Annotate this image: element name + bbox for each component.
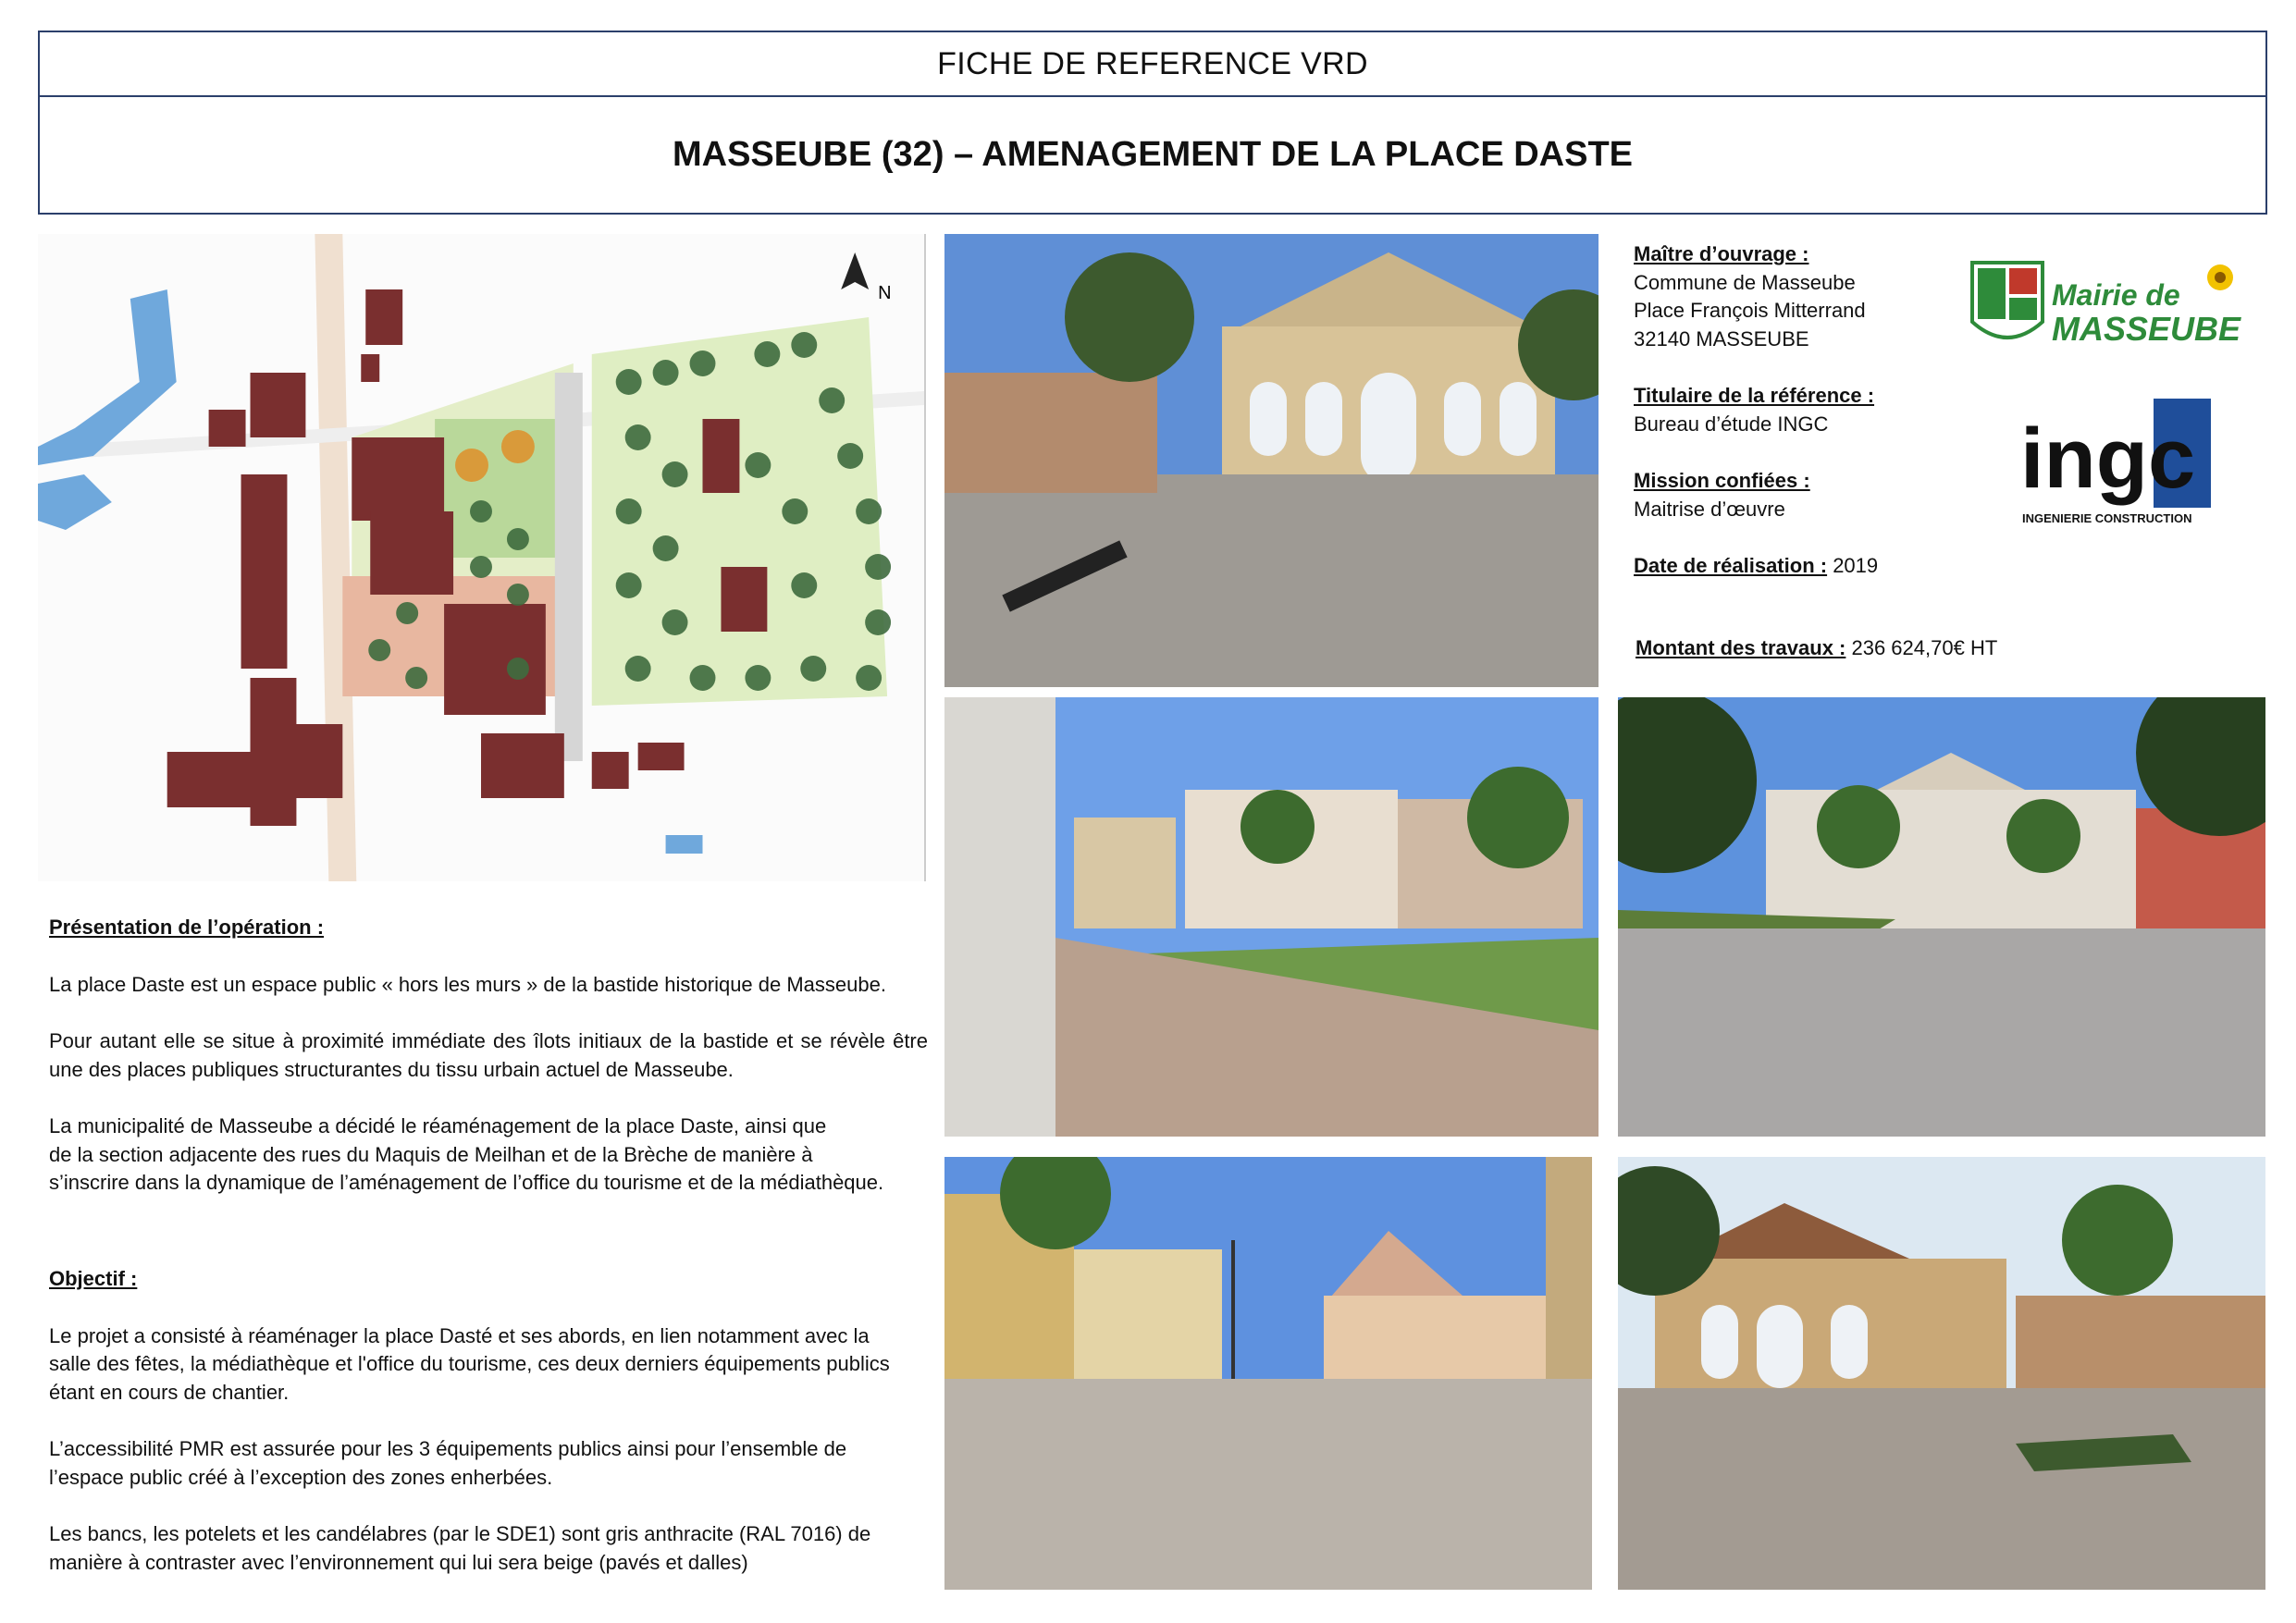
objectif-heading: Objectif : [49, 1267, 138, 1290]
objectif-p3: Les bancs, les potelets et les candélabres (par le SDE1) sont gris anthracite (RAL 7016) de manière à contraster avec l’environnement qui lui sera beige (pavés et dalles) [49, 1522, 871, 1574]
ingc-name: ingc [2020, 412, 2196, 506]
date-value: 2019 [1827, 554, 1879, 577]
objectif-p1: Le projet a consisté à réaménager la place Dasté et ses abords, en lien notamment avec la salle des fêtes, la médiathèque et l'office du tourisme, ces deux derniers équipements publics étant en cours de chantier. [49, 1323, 890, 1404]
mission-value: Maitrise d’œuvre [1634, 497, 1785, 521]
document-title: FICHE DE REFERENCE VRD [38, 31, 2267, 97]
montant-label: Montant des travaux : [1636, 636, 1846, 659]
mairie-masseube-logo [1969, 257, 2246, 357]
presentation-p3-line: La municipalité de Masseube a décidé le réaménagement de la place Daste, ainsi que [49, 1114, 827, 1137]
presentation-p2: Pour autant elle se situe à proximité immédiate des îlots initiaux de la bastide et se révèle être une des places publiques structurantes du tissu urbain actuel de Masseube. [49, 1029, 928, 1081]
presentation-p3-line: s’inscrire dans la dynamique de l’aménagement de l’office du tourisme et de la médiathèque. [49, 1171, 884, 1194]
maitre-ouvrage-line: Commune de Masseube [1634, 270, 1856, 294]
objectif-section [49, 1265, 895, 1577]
maitre-ouvrage-line: 32140 MASSEUBE [1634, 326, 1809, 350]
date-label: Date de réalisation : [1634, 554, 1828, 577]
titulaire-value: Bureau d’étude INGC [1634, 412, 1829, 436]
presentation-p1: La place Daste est un espace public « hors les murs » de la bastide historique de Masseube. [49, 972, 886, 996]
montant-value: 236 624,70€ HT [1845, 636, 1998, 659]
montant-travaux [1636, 636, 1997, 660]
maitre-ouvrage-label: Maître d’ouvrage : [1634, 242, 1809, 265]
photo-place-daste-facade [944, 234, 1599, 687]
ingc-logo [2015, 391, 2216, 528]
objectif-p2: L’accessibilité PMR est assurée pour les 3 équipements publics ainsi pour l’ensemble de l’espace public créé à l’exception des zones enherbées. [49, 1437, 847, 1489]
north-label: N [878, 282, 892, 304]
titulaire-label: Titulaire de la référence : [1634, 384, 1875, 407]
presentation-p3-line: de la section adjacente des rues du Maquis de Meilhan et de la Brèche de manière à [49, 1142, 813, 1166]
mission-label: Mission confiées : [1634, 469, 1810, 492]
presentation-heading: Présentation de l’opération : [49, 916, 325, 939]
photo-square-with-trees [1618, 697, 2265, 1137]
mairie-line1: Mairie de [2052, 278, 2180, 312]
site-plan [38, 234, 926, 881]
photo-street-view [944, 697, 1599, 1137]
presentation-section [49, 914, 928, 1198]
photo-square-streetlamp [944, 1157, 1592, 1590]
reference-info [1634, 240, 1985, 581]
maitre-ouvrage-line: Place François Mitterrand [1634, 299, 1866, 322]
ingc-tagline: INGENIERIE CONSTRUCTION [2022, 511, 2192, 525]
project-title: MASSEUBE (32) – AMENAGEMENT DE LA PLACE DASTE [38, 95, 2267, 215]
mairie-line2: MASSEUBE [2052, 310, 2241, 348]
photo-facade-afternoon [1618, 1157, 2265, 1590]
